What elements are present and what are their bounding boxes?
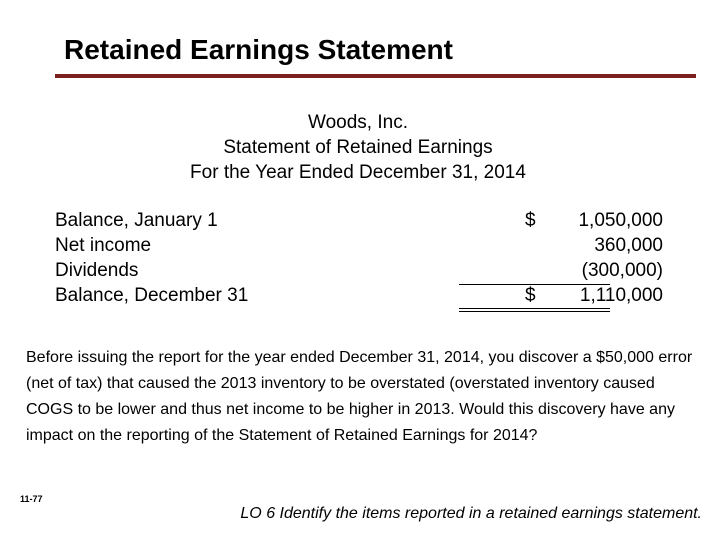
row-amount: 1,110,000 — [579, 285, 663, 306]
learning-objective: LO 6 Identify the items reported in a retained earnings statement. — [240, 505, 702, 522]
table-row — [55, 233, 665, 258]
statement-table — [55, 208, 665, 308]
company-name: Woods, Inc. — [308, 112, 408, 133]
slide-number: 11-77 — [20, 494, 43, 504]
subtotal-underline — [459, 284, 610, 285]
question-text: Before issuing the report for the year ended December 31, 2014, you discover a $50,000 error (net of tax) that caused the 2013 inventory to be overstated (overstated inventory caused COGS to be lower and thus net income to be higher in 2013. Would this discovery have any impact on the reporting of the Statement of Retained Earnings for 2014? — [26, 349, 693, 444]
statement-period: For the Year Ended December 31, 2014 — [190, 162, 526, 183]
row-label: Dividends — [55, 260, 139, 281]
table-row — [55, 208, 665, 233]
row-amount: 360,000 — [594, 235, 663, 256]
table-row — [55, 258, 665, 283]
row-label: Balance, December 31 — [55, 285, 249, 306]
table-row — [55, 283, 665, 308]
row-label: Balance, January 1 — [55, 210, 218, 231]
row-amount: 1,050,000 — [578, 210, 663, 231]
row-label: Net income — [55, 235, 152, 256]
row-currency: $ — [525, 285, 536, 306]
row-amount: (300,000) — [581, 260, 663, 281]
total-double-underline-top — [459, 308, 610, 309]
total-double-underline-bottom — [459, 311, 610, 312]
statement-header — [140, 110, 576, 185]
slide-title: Retained Earnings Statement — [64, 34, 453, 65]
row-currency: $ — [525, 210, 536, 231]
title-divider — [55, 74, 696, 78]
statement-name: Statement of Retained Earnings — [223, 137, 493, 158]
